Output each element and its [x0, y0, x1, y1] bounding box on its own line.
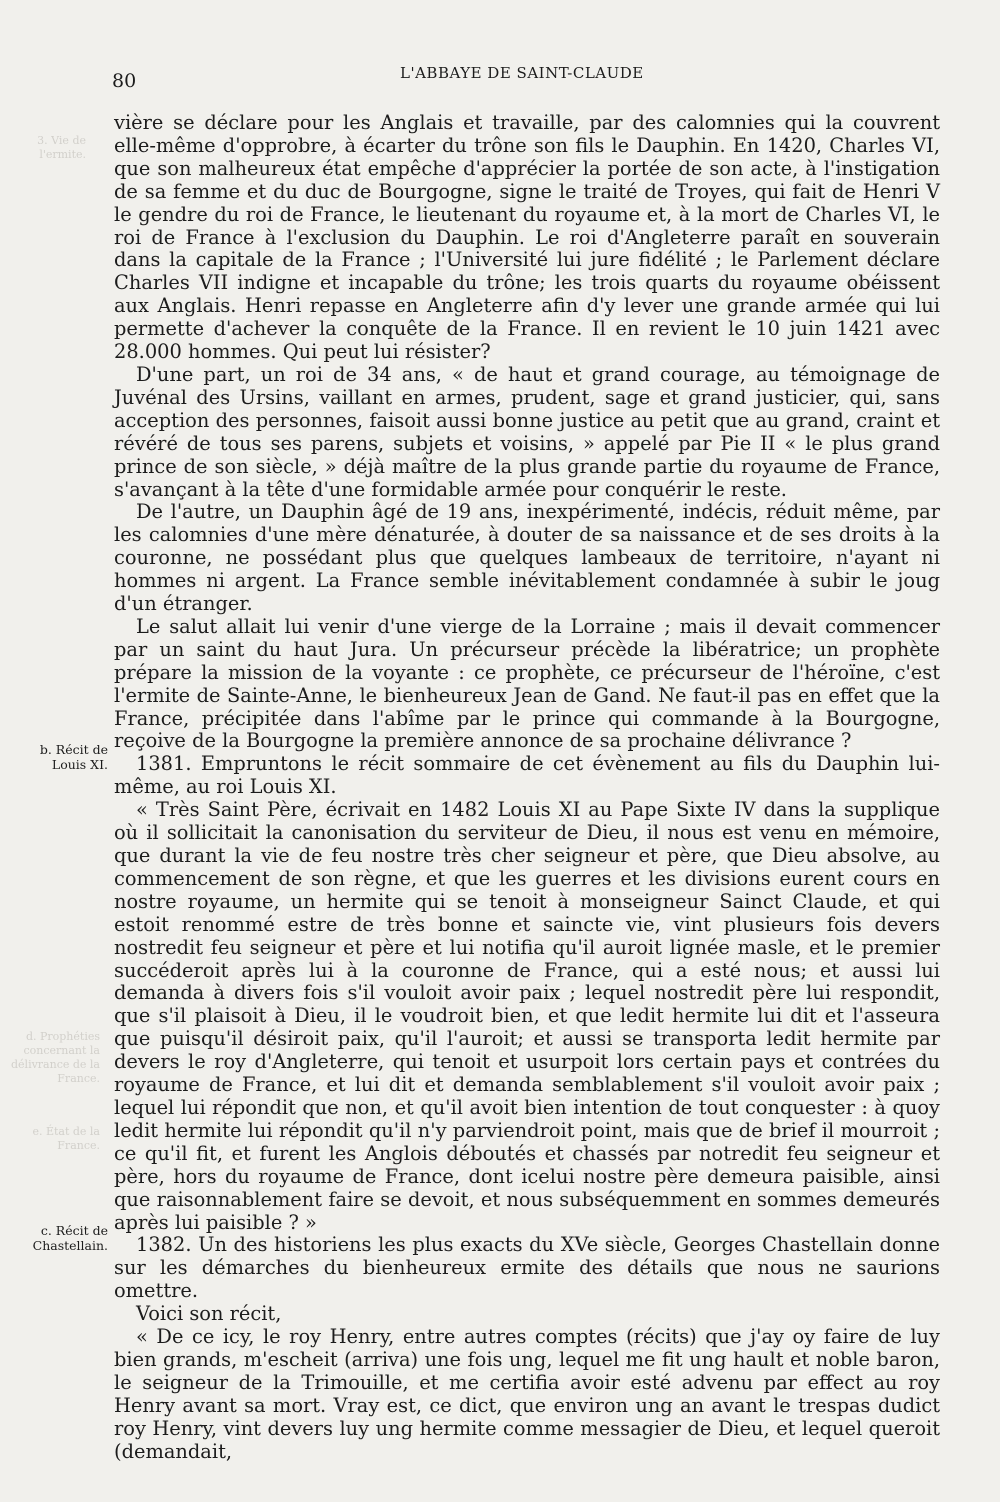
paragraph: « De ce icy, le roy Henry, entre autres comptes (récits) que j'ay oy faire de luy bien grands, m'escheit (arriva) une fois ung, lequel me fit ung hault et noble baron, le seigneur de la Trimouille, et me certifia avoir esté advenu par effect au roy Henry avant sa mort. Vray est, ce dict, que environ ung an avant le trespas dudict roy Henry, vint devers luy ung hermite comme messagier de Dieu, et lequel queroit (demandait, [114, 1325, 940, 1463]
paragraph: vière se déclare pour les Anglais et travaille, par des calomnies qui la couvrent elle-même d'opprobre, à écarter du trône son fils le Dauphin. En 1420, Charles VI, que son malheureux état empêche d'apprécier la portée de son acte, à l'instigation de sa femme et du duc de Bourgogne, signe le traité de Troyes, qui fait de Henri V le gendre du roi de France, le lieutenant du royaume et, à la mort de Charles VI, le roi de France à l'exclusion du Dauphin. Le roi d'Angleterre paraît en souverain dans la capitale de la France ; l'Université lui jure fidélité ; le Parlement déclare Charles VII indigne et incapable du trône; les trois quarts du royaume obéissent aux Anglais. Henri repasse en Angleterre afin d'y lever une grande armée qui lui permette d'achever la conquête de la France. Il en revient le 10 juin 1421 avec 28.000 hommes. Qui peut lui résister? [114, 111, 940, 364]
running-title: L'ABBAYE DE SAINT-CLAUDE [400, 64, 644, 82]
paragraph: « Très Saint Père, écrivait en 1482 Louis XI au Pape Sixte IV dans la supplique où il sollicitait la canonisation du serviteur de Dieu, il nous est venu en mémoire, que durant la vie de feu nostre très cher seigneur et père, que Dieu absolve, au commencement de son règne, et que les guerres et les divisions eurent cours en nostre royaume, un hermite qui se tenoit à monseigneur Sainct Claude, et qui estoit renommé estre de très bonne et saincte vie, vint plusieurs fois devers nostredit feu seigneur et père et lui notifia qu'il auroit lignée masle, et le premier succéderoit après lui à la couronne de France, qui a esté nous; et aussi lui demanda à divers fois s'il vouloit avoir paix ; lequel nostredit père lui respondit, que s'il plaisoit à Dieu, il le voudroit bien, et que ledit hermite lui dit et l'asseura que puisqu'il désiroit paix, qu'il l'auroit; et aussi se transporta ledit hermite par devers le roy d'Angleterre, qui tenoit et usurpoit lors certain pays et contrées du royaume de France, et lui dit et demanda semblablement s'il vouloit avoir paix ; lequel lui répondit que non, et qu'il avoit bien intention de tout conquester : à quoy ledit hermite lui répondit qu'il n'y parviendroit point, mais que de brief il mourroit ; ce qu'il fit, et furent les Anglois déboutés et chassés par notredit feu seigneur et père, hors du royaume de France, dont icelui nostre père demeura paisible, ainsi que raisonnablement faire se devoit, et nous subséquemment en sommes demeurés après lui paisible ? » [114, 798, 940, 1234]
paragraph: D'une part, un roi de 34 ans, « de haut et grand courage, au témoignage de Juvénal des Ursins, vaillant en armes, prudent, sage et grand justicier, qui, sans acception des personnes, faisoit aussi bonne justice au petit que au grand, craint et révéré de tous ses parens, subjets et voisins, » appelé par Pie II « le plus grand prince de son siècle, » déjà maître de la plus grande partie du royaume de France, s'avançant à la tête d'une formidable armée pour conquérir le reste. [114, 362, 940, 501]
margin-note: b. Récit de Louis XI. [39, 742, 108, 772]
main-text [114, 112, 940, 1463]
paragraph: Voici son récit, [136, 1302, 282, 1326]
ghost-note: d. Prophéties concernant la délivrance de la France. [11, 1030, 100, 1085]
page-number: 80 [112, 70, 137, 92]
paragraph: 1382. Un des historiens les plus exacts du XVe siècle, Georges Chastellain donne sur les démarches du bienheureux ermite des détails que nous ne saurions omettre. [114, 1233, 940, 1303]
paragraph: 1381. Empruntons le récit sommaire de cet évènement au fils du Dauphin lui-même, au roi Louis XI. [114, 752, 940, 799]
ghost-note: e. État de la France. [32, 1125, 100, 1152]
margin-note: c. Récit de Chastellain. [32, 1223, 108, 1253]
ghost-note: 3. Vie de l'ermite. [37, 134, 86, 161]
paragraph: Le salut allait lui venir d'une vierge de la Lorraine ; mais il devait commencer par un saint du haut Jura. Un précurseur précède la libératrice; un prophète prépare la mission de la voyante : ce prophète, ce précurseur de l'héroïne, c'est l'ermite de Sainte-Anne, le bienheureux Jean de Gand. Ne faut-il pas en effet que la France, précipitée dans l'abîme par le prince qui commande à la Bourgogne, reçoive de la Bourgogne la première annonce de sa prochaine délivrance ? [114, 614, 940, 753]
paragraph: De l'autre, un Dauphin âgé de 19 ans, inexpérimenté, indécis, réduit même, par les calomnies d'une mère dénaturée, à douter de sa naissance et de ses droits à la couronne, ne possédant plus que quelques lambeaux de territoire, n'ayant ni hommes ni argent. La France semble inévitablement condamnée à subir le joug d'un étranger. [114, 500, 940, 616]
